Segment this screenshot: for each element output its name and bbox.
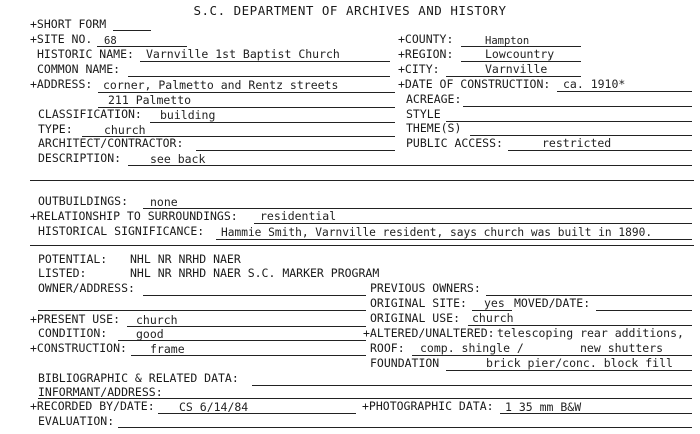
condition-label: CONDITION:: [38, 326, 108, 340]
classification-line: [150, 122, 395, 123]
public-access-value[interactable]: restricted: [542, 136, 612, 150]
roof-label: ROOF:: [370, 341, 405, 355]
altered-value[interactable]: telescoping rear additions,: [497, 326, 684, 340]
type-value[interactable]: church: [104, 123, 146, 137]
address-value-line1[interactable]: corner, Palmetto and Rentz streets: [103, 78, 339, 92]
architect-label: ARCHITECT/CONTRACTOR:: [38, 136, 184, 150]
address-label: +ADDRESS:: [30, 77, 93, 91]
photographic-label: +PHOTOGRAPHIC DATA:: [362, 399, 494, 413]
altered-label: +ALTERED/UNALTERED:: [363, 326, 495, 340]
themes-label: THEME(S): [406, 121, 462, 135]
county-value[interactable]: Hampton: [485, 35, 530, 47]
informant-label: INFORMANT/ADDRESS:: [38, 385, 163, 399]
historic-name-value[interactable]: Varnville 1st Baptist Church: [146, 47, 340, 61]
public-access-label: PUBLIC ACCESS:: [406, 136, 503, 150]
type-label: TYPE:: [38, 122, 73, 136]
architect-line: [196, 150, 395, 151]
owner-address-line: [143, 295, 366, 296]
potential-codes: NHL NR NRHD NAER: [130, 252, 241, 266]
condition-value[interactable]: good: [136, 327, 164, 341]
city-value[interactable]: Varnville: [485, 62, 548, 76]
short-form-line: [113, 30, 151, 31]
historic-name-line: [140, 61, 390, 62]
classification-label: CLASSIFICATION:: [38, 107, 142, 121]
original-site-value[interactable]: yes: [484, 296, 505, 310]
classification-value[interactable]: building: [160, 108, 216, 122]
style-label: STYLE: [406, 107, 441, 121]
foundation-value[interactable]: brick pier/conc. block fill: [486, 356, 673, 370]
construction-value[interactable]: frame: [150, 342, 185, 356]
foundation-label: FOUNDATION: [370, 356, 440, 370]
moved-date-line: [596, 310, 692, 311]
bibliographic-label: BIBLIOGRAPHIC & RELATED DATA:: [38, 371, 239, 385]
section-divider: [30, 245, 694, 246]
acreage-line: [463, 106, 692, 107]
moved-date-label: MOVED/DATE:: [514, 296, 591, 310]
page-title: S.C. DEPARTMENT OF ARCHIVES AND HISTORY: [193, 3, 507, 18]
site-no-label: +SITE NO.: [30, 32, 93, 46]
previous-owners-label: PREVIOUS OWNERS:: [370, 281, 481, 295]
description-line-2: [30, 180, 694, 181]
condition-line: [118, 340, 366, 341]
public-access-line: [508, 150, 692, 151]
relationship-value[interactable]: residential: [260, 209, 337, 223]
photographic-value[interactable]: 1 35 mm B&W: [505, 400, 582, 414]
region-value[interactable]: Lowcountry: [485, 47, 555, 61]
original-use-value[interactable]: church: [472, 311, 514, 325]
construction-label: +CONSTRUCTION:: [30, 341, 127, 355]
photographic-line: [500, 413, 692, 414]
city-label: +CITY:: [398, 62, 440, 76]
historic-name-label: HISTORIC NAME:: [37, 47, 134, 61]
construction-line: [131, 355, 366, 356]
common-name-label: COMMON NAME:: [37, 62, 121, 76]
roof-note-value[interactable]: new shutters: [580, 341, 664, 355]
historical-significance-line: [216, 239, 692, 240]
description-label: DESCRIPTION:: [38, 151, 122, 165]
evaluation-line: [118, 427, 692, 428]
listed-codes: NHL NR NRHD NAER S.C. MARKER PROGRAM: [130, 266, 380, 280]
address-value-line2[interactable]: 211 Palmetto: [108, 93, 192, 107]
outbuildings-value[interactable]: none: [150, 195, 178, 209]
date-of-construction-value[interactable]: ca. 1910*: [563, 77, 626, 91]
roof-value[interactable]: comp. shingle /: [420, 341, 524, 355]
relationship-label: +RELATIONSHIP TO SURROUNDINGS:: [30, 209, 238, 223]
recorded-by-label: +RECORDED BY/DATE:: [30, 399, 155, 413]
present-use-label: +PRESENT USE:: [30, 312, 121, 326]
county-label: +COUNTY:: [398, 32, 454, 46]
original-use-label: ORIGINAL USE:: [370, 311, 461, 325]
outbuildings-label: OUTBUILDINGS:: [38, 194, 129, 208]
acreage-label: ACREAGE:: [406, 92, 462, 106]
address-line2: [98, 107, 395, 108]
foundation-line: [446, 370, 692, 371]
evaluation-label: EVALUATION:: [38, 414, 115, 428]
listed-label: LISTED:: [38, 266, 87, 280]
bibliographic-line: [252, 385, 692, 386]
common-name-line: [128, 76, 390, 77]
historical-significance-label: HISTORICAL SIGNIFICANCE:: [38, 224, 205, 238]
relationship-line: [254, 223, 692, 224]
short-form-label: +SHORT FORM: [30, 17, 107, 31]
owner-address-line-2: [38, 310, 366, 311]
historical-significance-value[interactable]: Hammie Smith, Varnville resident, says church was built in 1890.: [221, 226, 653, 239]
recorded-by-value[interactable]: CS 6/14/84: [179, 400, 249, 414]
date-of-construction-label: +DATE OF CONSTRUCTION:: [398, 77, 551, 91]
style-line: [446, 121, 692, 122]
original-site-label: ORIGINAL SITE:: [370, 296, 467, 310]
recorded-by-line: [158, 413, 356, 414]
owner-address-label: OWNER/ADDRESS:: [38, 281, 135, 295]
potential-label: POTENTIAL:: [38, 252, 108, 266]
description-line: [128, 165, 692, 166]
date-of-construction-line: [557, 91, 692, 92]
site-no-value[interactable]: 68: [104, 35, 117, 47]
region-label: +REGION:: [398, 47, 454, 61]
description-value[interactable]: see back: [150, 152, 206, 166]
present-use-value[interactable]: church: [136, 313, 178, 327]
